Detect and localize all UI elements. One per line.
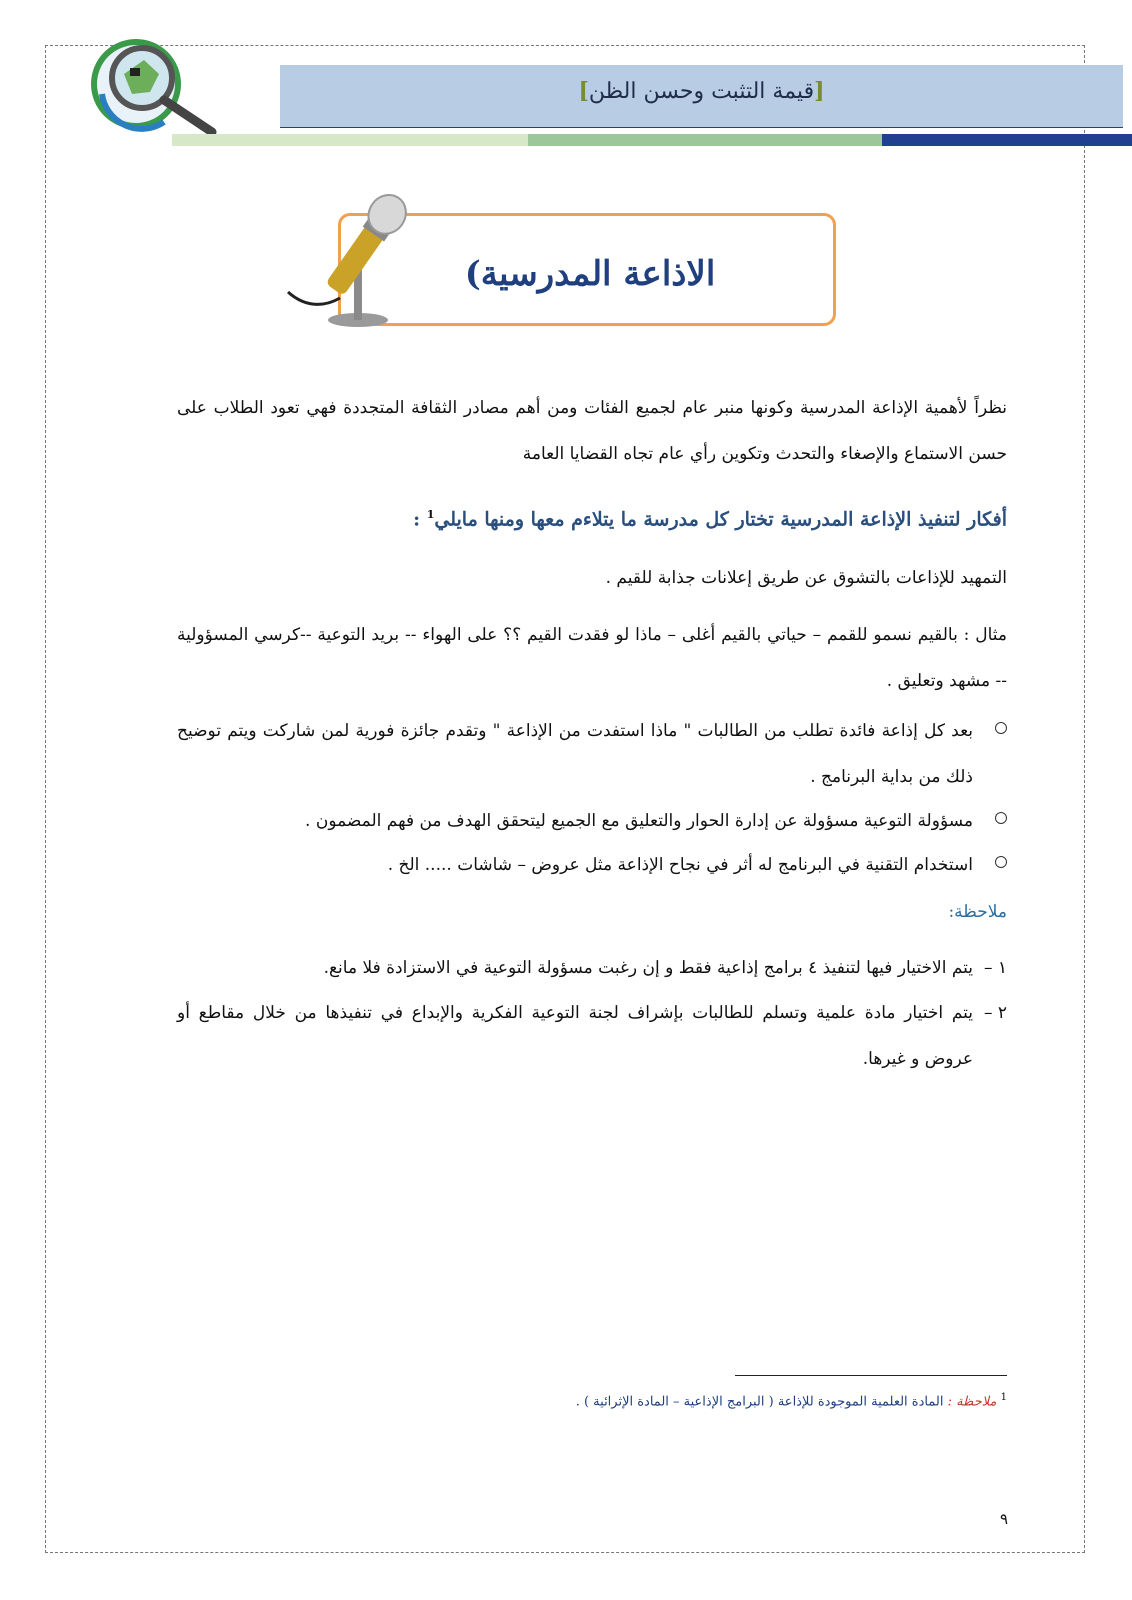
circle-bullet-icon — [995, 722, 1007, 734]
note-item: ٢ – يتم اختيار مادة علمية وتسلم للطالبات بإشراف لجنة التوعية الفكرية والإبداع في تنفيذها من خلال مقاطع أو عروض و غيرها. — [177, 1003, 1007, 1069]
list-item: بعد كل إذاعة فائدة تطلب من الطالبات " ماذا استفدت من الإذاعة " وتقدم جائزة فورية لمن شاركت ويتم توضيح ذلك من بداية البرنامج . — [177, 708, 1007, 800]
circle-bullet-icon — [995, 812, 1007, 824]
note-item: ١ – يتم الاختيار فيها لتنفيذ ٤ برامج إذاعية فقط و إن رغبت مسؤولة التوعية في الاستزادة فلا مانع. — [323, 958, 1007, 978]
header-stripe-green — [528, 134, 882, 146]
note-label: ملاحظة: — [948, 902, 1007, 922]
example-paragraph: مثال : بالقيم نسمو للقمم – حياتي بالقيم أغلى – ماذا لو فقدت القيم ؟؟ على الهواء -- بريد التوعية --كرسي المسؤولية -- مشهد وتعليق . — [177, 625, 1007, 691]
footnote-separator — [735, 1375, 1007, 1376]
circle-bullet-icon — [995, 856, 1007, 868]
header-stripe-blue — [882, 134, 1132, 146]
footnote: $^1$ ملاحظة : المادة العلمية الموجودة للإذاعة ( البرامج الإذاعية – المادة الإثرائية ) . — [575, 1392, 1007, 1410]
banner-title: الاذاعة المدرسية) — [464, 254, 716, 294]
ideas-heading: أفكار لتنفيذ الإذاعة المدرسية تختار كل مدرسة ما يتلاءم معها ومنها مايلي$^1$ : — [413, 508, 1007, 531]
page-number: ٩ — [1000, 1510, 1009, 1528]
list-item: استخدام التقنية في البرنامج له أثر في نجاح الإذاعة مثل عروض – شاشات ..... الخ . — [177, 842, 1007, 888]
list-item: مسؤولة التوعية مسؤولة عن إدارة الحوار والتعليق مع الجميع ليتحقق الهدف من فهم المضمون . — [177, 798, 1007, 844]
magnifier-globe-logo — [84, 34, 234, 144]
intro-paragraph: نظراً لأهمية الإذاعة المدرسية وكونها منبر عام لجميع الفئات ومن أهم مصادر الثقافة المتجددة فهي تعود الطلاب على حسن الاستماع والإصغاء والتحدث وتكوين رأي عام تجاه القضايا العامة — [177, 398, 1007, 464]
footnote-ref: 1 — [426, 508, 435, 521]
page-header-title: [قيمة التثبت وحسن الظن] — [578, 78, 825, 104]
header-stripe-light — [172, 134, 528, 146]
intro-line: التمهيد للإذاعات بالتشوق عن طريق إعلانات جذابة للقيم . — [605, 568, 1007, 588]
